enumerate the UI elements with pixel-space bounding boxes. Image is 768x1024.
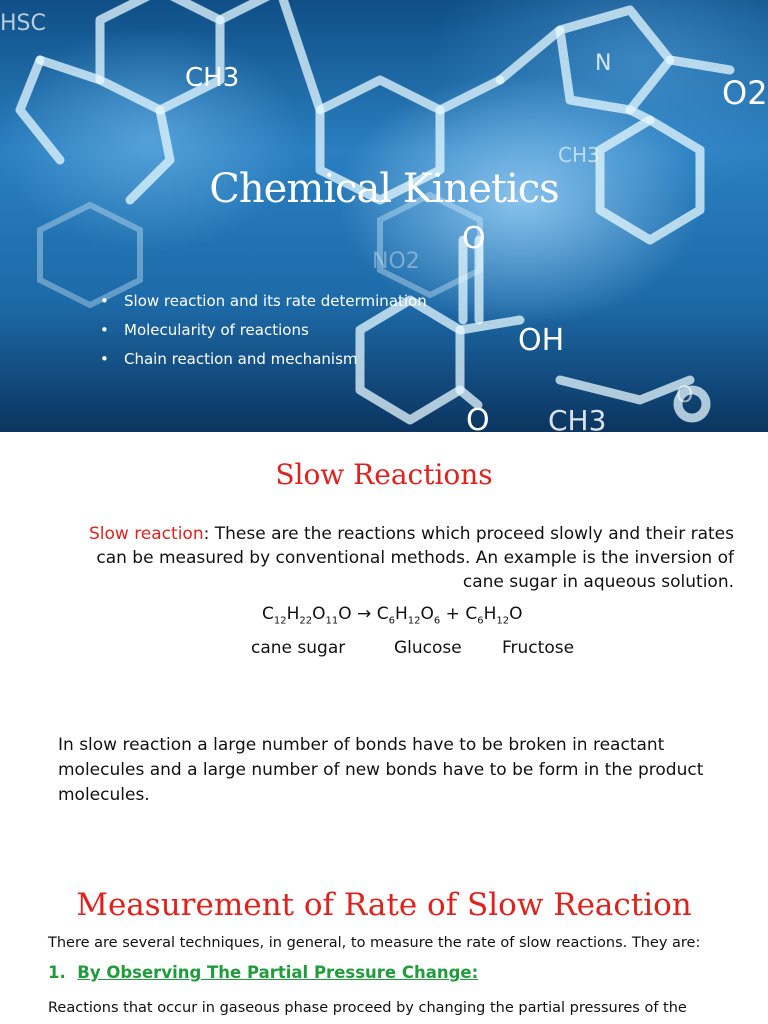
molecule-label-n: N [595, 51, 612, 76]
molecule-label-ch3: CH3 [185, 63, 240, 93]
molecule-label-ch3-faint: CH3 [558, 143, 600, 167]
molecule-label-o2: O2 [722, 74, 768, 112]
slide-title-chemical-kinetics: Chemical Kinetics [209, 166, 559, 212]
bonds-paragraph: In slow reaction a large number of bonds have to be broken in reactant molecules and a large number of new bonds have to be form in the product molecules. [58, 735, 704, 805]
point-number: 1. [48, 963, 66, 982]
label-fructose: Fructose [502, 638, 575, 658]
molecule-label-no2: NO2 [372, 249, 420, 274]
partial-pressure-paragraph: Reactions that occur in gaseous phase proceed by changing the partial pressures of the [48, 1000, 687, 1016]
label-cane-sugar: cane sugar [251, 638, 346, 658]
molecule-label-oh: OH [518, 323, 565, 358]
section-title-slow-reactions: Slow Reactions [275, 458, 493, 491]
definition-text: : These are the reactions which proceed slowly and their rates can be measured by conventional methods. An example is the inversion of cane sugar in aqueous solution. [96, 524, 734, 592]
term-slow-reaction: Slow reaction [88, 524, 204, 544]
label-glucose: Glucose [394, 638, 462, 658]
technique-heading-partial-pressure [48, 963, 478, 982]
bullet-item: • Molecularity of reactions [100, 319, 427, 348]
bullet-item: • Chain reaction and mechanism [100, 348, 427, 377]
bullet-item: • Slow reaction and its rate determination [100, 290, 427, 319]
cane-sugar-equation: $C_{12}H_{22}O_{11}O \to C_6H_{12}O_6 + C_6H_{12}O$ [262, 604, 523, 627]
point-text: By Observing The Partial Pressure Change: [77, 963, 479, 982]
topic-bullet-list [100, 290, 427, 377]
section-title-measurement: Measurement of Rate of Slow Reaction [76, 887, 692, 923]
molecule-label-ch3-bottom: CH3 [548, 404, 607, 432]
molecule-label-hsc: HSC [0, 11, 46, 36]
techniques-intro: There are several techniques, in general, to measure the rate of slow reactions. They are: [48, 935, 701, 951]
title-slide [0, 0, 768, 432]
molecule-label-o-bottom: O [466, 403, 490, 432]
slow-reaction-definition [74, 522, 734, 594]
molecule-label-o-right: O [676, 383, 694, 408]
molecule-label-o-top: O [462, 221, 486, 256]
reaction-arrow: → [351, 604, 377, 624]
